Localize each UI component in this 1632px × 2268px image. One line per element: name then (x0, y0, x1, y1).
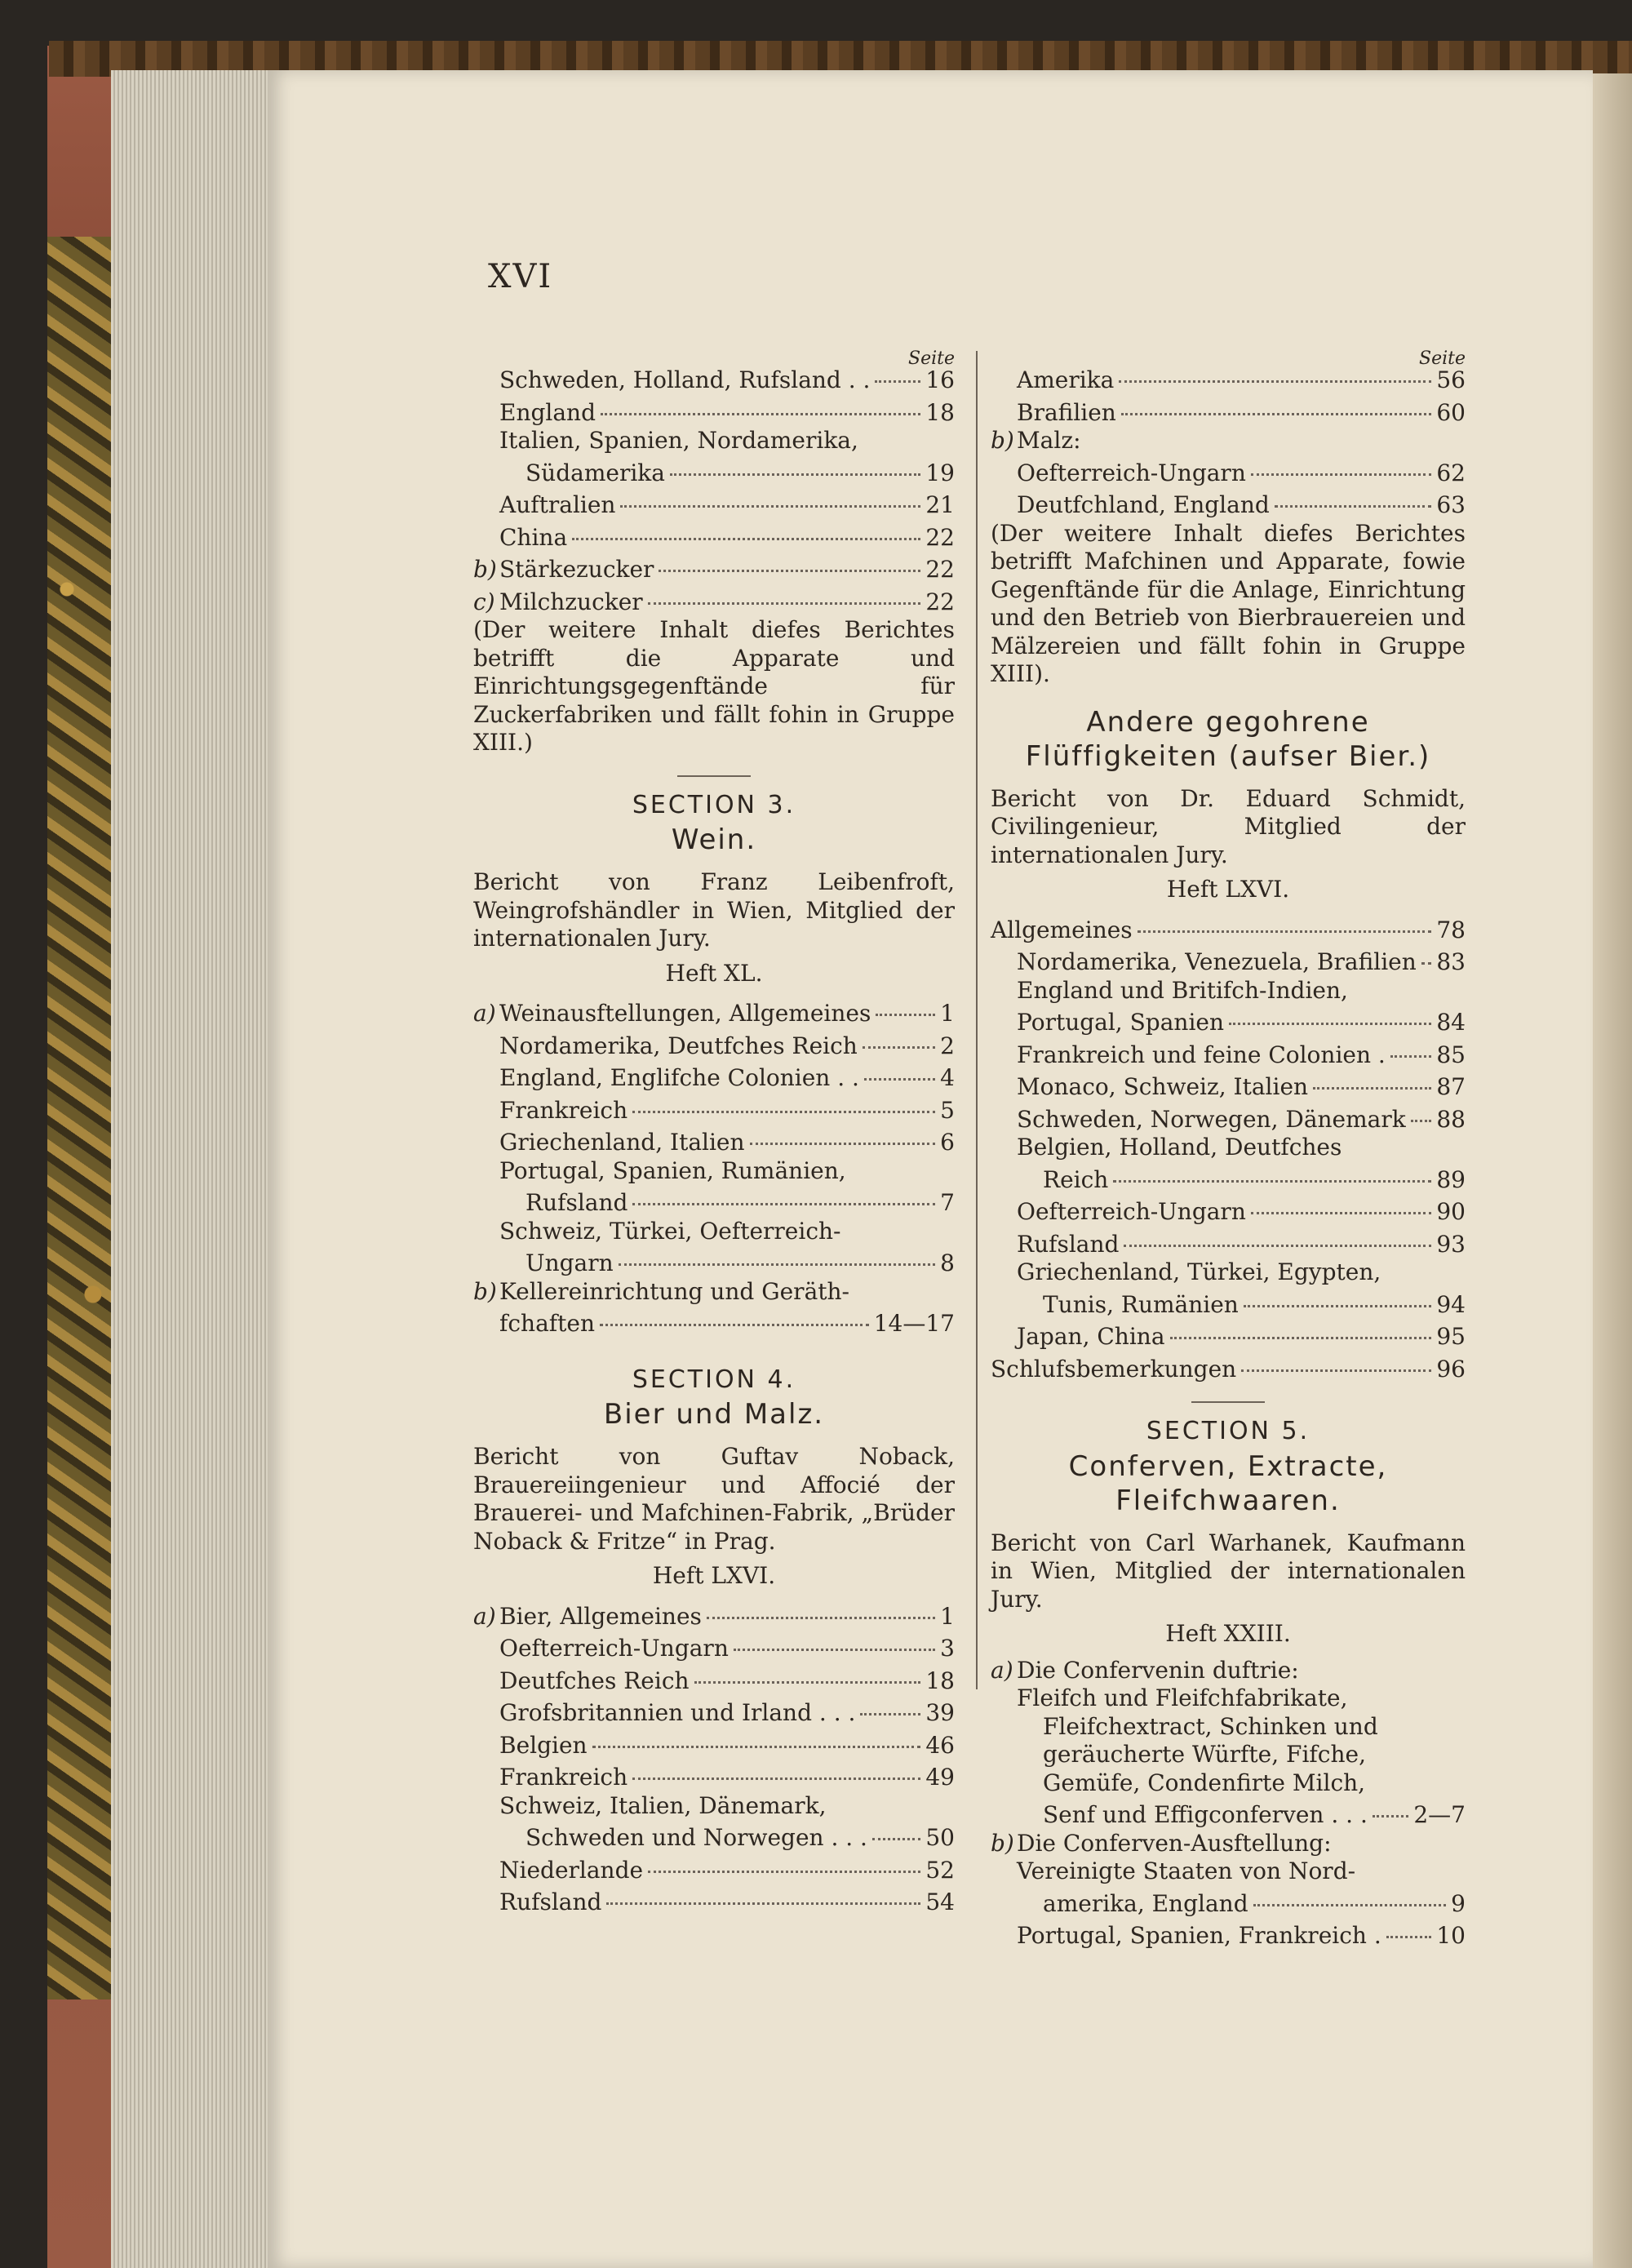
entry-label: amerika, England (1043, 1889, 1248, 1917)
entry-label: England (499, 398, 596, 426)
section-rule (1191, 1401, 1265, 1403)
entry-label: Portugal, Spanien, Frankreich . (1017, 1922, 1381, 1949)
list-marker: b) (991, 1829, 1014, 1857)
section3-entries (473, 996, 955, 1278)
heft-label: Heft LXVI. (1166, 876, 1290, 903)
note-paragraph: (Der weitere Inhalt diefes Berichtes betrifft die Apparate und Einrichtungsgegenftände für Zuckerfabriken und fällt fohin in Gruppe XIII.) (473, 616, 955, 756)
entry-label: Südamerika (526, 459, 665, 486)
entry-page: 87 (1436, 1073, 1466, 1100)
entry-page: 85 (1436, 1041, 1466, 1068)
entry-page: 54 (925, 1889, 955, 1915)
list-marker: c) (473, 588, 495, 615)
note-paragraph: (Der weitere Inhalt diefes Berichtes betrifft Mafchinen und Apparate, fowie Gegenftände für die Anlage, Einrichtung und den Betrieb von Bierbrauereien und Mälzereien und fällt fohin in Gruppe XIII). (991, 519, 1466, 687)
entry-label: geräucherte Würfte, Fifche, (1043, 1741, 1366, 1768)
entry-page: 50 (925, 1824, 955, 1851)
list-marker: a) (473, 1000, 496, 1027)
toc-entry (473, 1306, 955, 1338)
entry-label: Griechenland, Italien (499, 1129, 745, 1156)
entry-page: 89 (1436, 1165, 1466, 1193)
section-rule (677, 775, 751, 777)
entry-label: Gemüfe, Condenfirte Milch, (1043, 1769, 1366, 1796)
entry-label: Portugal, Spanien (1017, 1009, 1224, 1036)
entry-label: Malz: (1017, 427, 1081, 454)
malz-entries (991, 455, 1466, 520)
toc-entry (991, 487, 1466, 520)
entry-label: Italien, Spanien, Nordamerika, (499, 427, 858, 454)
entry-label: China (499, 523, 568, 551)
entry-page: 1 (940, 1602, 955, 1630)
entry-page: 9 (1451, 1889, 1466, 1917)
left-continued-entries (473, 362, 955, 552)
section-label: SECTION 4. (632, 1365, 796, 1394)
entry-label: Frankreich (499, 1096, 628, 1124)
toc-entry (473, 1245, 955, 1278)
section-title: Andere gegohrene Flüffigkeiten (aufser Bier.) (1025, 705, 1431, 773)
toc-entry (991, 1102, 1466, 1134)
entry-label: Monaco, Schweiz, Italien (1017, 1073, 1309, 1100)
entry-label: Rufsland (499, 1889, 602, 1915)
entry-label: Schweden, Holland, Rufsland . . (499, 366, 871, 393)
entry-page: 8 (940, 1249, 955, 1276)
toc-entry (473, 1125, 955, 1157)
seite-label: Seite (1419, 348, 1466, 369)
entry-label: Stärkezucker (499, 556, 654, 583)
entry-label: Milchzucker (499, 588, 643, 615)
heft-label: Heft XXIII. (1165, 1620, 1291, 1647)
entry-label: Schweden und Norwegen . . . (526, 1824, 867, 1851)
toc-entry (991, 912, 1466, 945)
toc-entry (991, 944, 1466, 977)
entry-label: fchaften (499, 1310, 595, 1337)
entry-label: Belgien (499, 1731, 588, 1759)
report-paragraph: Bericht von Carl Warhanek, Kaufmann in Wien, Mitglied der internationalen Jury. (991, 1529, 1466, 1613)
entry-label: Nordamerika, Deutfches Reich (499, 1032, 858, 1059)
toc-entry (991, 395, 1466, 428)
entry-label: Schweiz, Türkei, Oefterreich- (499, 1217, 841, 1245)
entry-page: 19 (925, 459, 955, 486)
entry-page: 94 (1436, 1290, 1466, 1318)
marbled-endpaper (47, 237, 113, 1999)
entry-page: 21 (925, 491, 955, 518)
entry-label: Brafilien (1017, 398, 1116, 426)
entry-label: Ungarn (526, 1249, 614, 1276)
entry-page: 5 (940, 1096, 955, 1124)
entry-label: Deutfches Reich (499, 1667, 690, 1694)
entry-page: 2—7 (1413, 1801, 1466, 1828)
page-number: XVI (488, 258, 553, 295)
entry-page: 52 (925, 1856, 955, 1884)
entry-label: Oefterreich-Ungarn (1017, 1198, 1246, 1225)
entry-label: Die Confervenin duftrie: (1017, 1656, 1299, 1684)
toc-entry (473, 584, 955, 617)
entry-label: Rufsland (1017, 1230, 1120, 1258)
entry-page: 88 (1436, 1105, 1466, 1133)
entry-label: Nordamerika, Venezuela, Brafilien (1017, 948, 1417, 975)
entry-page: 10 (1436, 1922, 1466, 1949)
entry-page: 16 (925, 366, 955, 393)
entry-label: Griechenland, Türkei, Egypten, (1017, 1258, 1381, 1285)
entry-label: Vereinigte Staaten von Nord- (1017, 1857, 1356, 1884)
entry-label: Auftralien (499, 491, 616, 518)
list-marker: b) (473, 556, 497, 583)
entry-label: Belgien, Holland, Deutfches (1017, 1134, 1342, 1161)
entry-label: Frankreich (499, 1764, 628, 1791)
list-marker: b) (991, 427, 1014, 454)
section-title: Wein. (671, 823, 757, 856)
entry-label: Portugal, Spanien, Rumänien, (499, 1156, 846, 1184)
section-title: Bier und Malz. (603, 1398, 825, 1431)
list-marker: a) (991, 1656, 1013, 1684)
entry-label: Bier, Allgemeines (499, 1602, 702, 1630)
entry-label: Oefterreich-Ungarn (499, 1635, 729, 1662)
entry-label: Niederlande (499, 1856, 644, 1884)
toc-entry (473, 1884, 955, 1917)
report-paragraph: Bericht von Franz Leibenfroft, Weingrofshändler in Wien, Mitglied der internationalen Jury. (473, 868, 955, 952)
entry-page: 49 (925, 1764, 955, 1791)
toc-entry (991, 1918, 1466, 1951)
entry-page: 3 (940, 1635, 955, 1662)
entry-page: 83 (1436, 948, 1466, 975)
toc-entry (473, 395, 955, 428)
toc-entry (991, 1227, 1466, 1259)
section5-a-block (991, 1684, 1466, 1797)
entry-label: Deutfchland, England (1017, 491, 1270, 518)
report-paragraph: Bericht von Guftav Noback, Brauereiingenieur und Affocié der Brauerei- und Mafchinen-Fabrik, „Brüder Noback & Fritze“ in Prag. (473, 1443, 955, 1555)
entry-label: Rufsland (526, 1189, 628, 1216)
entry-page: 14—17 (873, 1310, 955, 1337)
entry-label: Grofsbritannien und Irland . . . (499, 1699, 856, 1726)
entry-page: 84 (1436, 1009, 1466, 1036)
toc-entry (991, 1351, 1466, 1384)
entry-label: Die Conferven-Ausftellung: (1017, 1829, 1332, 1857)
heft-label: Heft XL. (665, 959, 763, 987)
section-title: Conferven, Extracte, Fleifchwaaren. (1068, 1449, 1388, 1517)
toc-entry (991, 1830, 1466, 1858)
heft-label: Heft LXVI. (652, 1562, 776, 1589)
andere-entries (991, 912, 1466, 1384)
entry-label: England und Britifch-Indien, (1017, 976, 1348, 1004)
entry-page: 46 (925, 1731, 955, 1759)
entry-label: England, Englifche Colonien . . (499, 1064, 859, 1091)
entry-page: 95 (1436, 1323, 1466, 1350)
entry-label: Japan, China (1017, 1323, 1165, 1350)
entry-page: 18 (925, 398, 955, 426)
entry-page: 7 (940, 1189, 955, 1216)
entry-label: Schweiz, Italien, Dänemark, (499, 1791, 827, 1819)
page-stack-edge (111, 70, 274, 2268)
entry-page: 22 (925, 556, 955, 583)
entry-page: 6 (940, 1129, 955, 1156)
entry-label: Weinausftellungen, Allgemeines (499, 1000, 871, 1027)
entry-label: Allgemeines (991, 916, 1133, 943)
toc-entry (991, 1657, 1466, 1685)
entry-label: Reich (1043, 1165, 1109, 1193)
entry-label: Amerika (1017, 366, 1115, 393)
entry-label: Schlufsbemerkungen (991, 1355, 1237, 1383)
entry-page: 22 (925, 588, 955, 615)
entry-page: 2 (940, 1032, 955, 1059)
entry-page: 90 (1436, 1198, 1466, 1225)
entry-page: 63 (1436, 491, 1466, 518)
entry-label: Frankreich und feine Colonien . (1017, 1041, 1386, 1068)
seite-label: Seite (908, 348, 955, 369)
section-label: SECTION 3. (632, 790, 796, 819)
section4-entries (473, 1599, 955, 1917)
entry-page: 78 (1436, 916, 1466, 943)
toc-entry (991, 1069, 1466, 1102)
entry-label: Schweden, Norwegen, Dänemark (1017, 1105, 1406, 1133)
entry-page: 56 (1436, 366, 1466, 393)
entry-label: Fleifch und Fleifchfabrikate, (1017, 1684, 1348, 1711)
column-divider (976, 351, 978, 1689)
right-continued-entries (991, 362, 1466, 427)
entry-label: Tunis, Rumänien (1043, 1290, 1239, 1318)
entry-label: Senf und Effigconferven . . . (1043, 1801, 1368, 1828)
entry-label: Fleifchextract, Schinken und (1043, 1712, 1378, 1740)
entry-page: 22 (925, 523, 955, 551)
entry-page: 96 (1436, 1355, 1466, 1383)
entry-page: 93 (1436, 1230, 1466, 1258)
entry-label: Kellereinrichtung und Geräth- (499, 1277, 850, 1305)
toc-entry (473, 1760, 955, 1792)
entry-page: 18 (925, 1667, 955, 1694)
facing-page-edge (1591, 73, 1632, 2268)
right-column (991, 349, 1466, 1951)
toc-entry (991, 1797, 1466, 1830)
entry-page: 39 (925, 1699, 955, 1726)
section-label: SECTION 5. (1146, 1417, 1310, 1445)
entry-page: 1 (940, 1000, 955, 1027)
entry-page: 4 (940, 1064, 955, 1091)
toc-entry (473, 1185, 955, 1218)
list-marker: b) (473, 1277, 497, 1305)
entry-page: 62 (1436, 459, 1466, 486)
entry-label: Oefterreich-Ungarn (1017, 459, 1246, 486)
left-column (473, 349, 955, 1917)
report-paragraph: Bericht von Dr. Eduard Schmidt, Civilingenieur, Mitglied der internationalen Jury. (991, 784, 1466, 868)
entry-page: 60 (1436, 398, 1466, 426)
list-marker: a) (473, 1602, 496, 1630)
